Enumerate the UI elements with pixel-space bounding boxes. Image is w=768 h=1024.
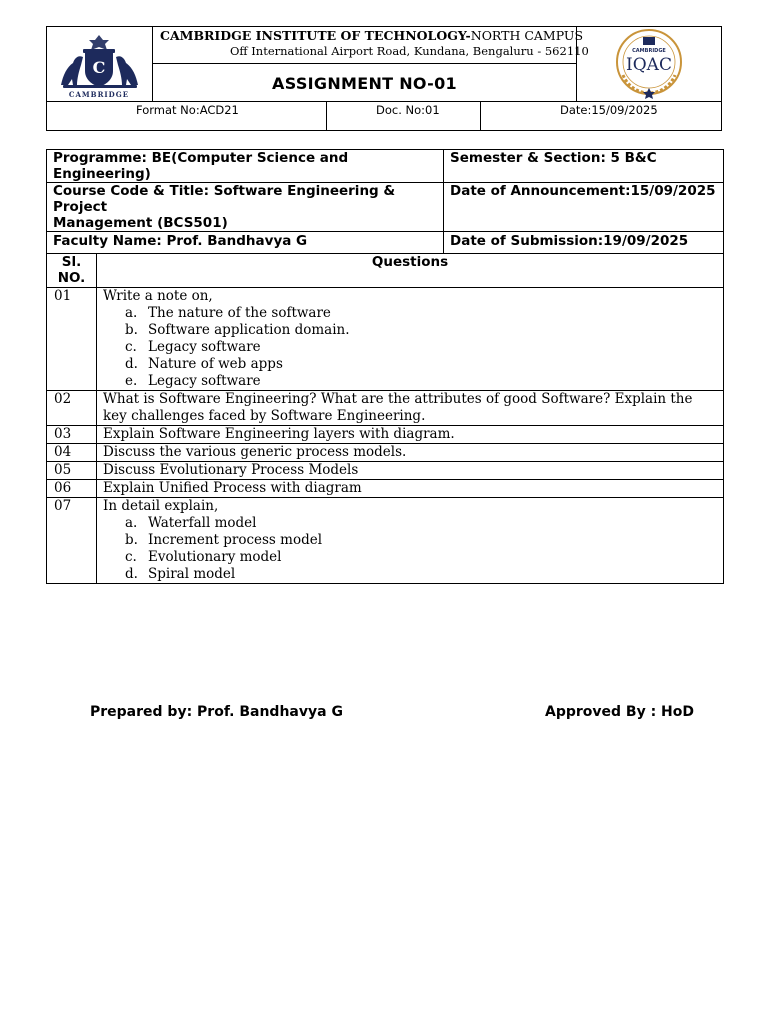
document-header — [46, 26, 722, 131]
question-number: 04 — [47, 444, 97, 462]
sub-question — [125, 549, 717, 566]
question-row — [47, 288, 724, 391]
question-text: Explain Unified Process with diagram — [103, 480, 362, 496]
question-cell — [97, 426, 724, 444]
question-cell — [97, 498, 724, 584]
question-cell — [97, 480, 724, 498]
question-text: Write a note on, — [103, 288, 213, 304]
faculty-name: Faculty Name: Prof. Bandhavya G — [47, 232, 444, 254]
institute-line — [160, 28, 583, 43]
sub-question — [125, 339, 717, 356]
question-text: Discuss the various generic process models. — [103, 444, 407, 460]
date-of-announcement: Date of Announcement:15/09/2025 — [444, 183, 724, 232]
format-no-cell — [46, 101, 327, 131]
sub-question-letter: c. — [125, 549, 137, 565]
faculty-row — [47, 232, 724, 254]
programme-row — [47, 150, 724, 183]
question-row — [47, 498, 724, 584]
institute-name: CAMBRIDGE INSTITUTE OF TECHNOLOGY- — [160, 28, 471, 43]
cambridge-logo — [47, 27, 152, 101]
iqac-text: IQAC — [626, 55, 672, 75]
date-of-submission: Date of Submission:19/09/2025 — [444, 232, 724, 254]
sub-question-letter: b. — [125, 322, 138, 338]
sub-question-letter: d. — [125, 356, 138, 372]
sub-question — [125, 322, 717, 339]
doc-no: Doc. No:01 — [376, 103, 440, 117]
question-text: What is Software Engineering? What are the attributes of good Software? Explain the key challenges faced by Software Engineering. — [103, 391, 693, 424]
sub-question-letter: a. — [125, 515, 138, 531]
course-line-2: Management (BCS501) — [53, 215, 228, 231]
iqac-logo-cell — [576, 26, 722, 102]
format-no: Format No:ACD21 — [136, 103, 239, 117]
prepared-by: Prepared by: Prof. Bandhavya G — [90, 704, 343, 720]
questions-header: Questions — [97, 254, 724, 288]
sl-no-header: Sl. NO. — [47, 254, 97, 288]
iqac-logo — [577, 27, 721, 101]
sub-question-text: Spiral model — [148, 566, 236, 582]
question-cell — [97, 444, 724, 462]
question-cell — [97, 462, 724, 480]
svg-text:C: C — [92, 58, 106, 77]
sub-question-text: Waterfall model — [148, 515, 257, 531]
institute-cell — [152, 26, 589, 64]
sub-question — [125, 356, 717, 373]
sub-question — [125, 305, 717, 322]
question-number: 02 — [47, 391, 97, 426]
iqac-sub-text: CAMBRIDGE — [632, 48, 666, 54]
sub-question-list — [103, 305, 717, 390]
left-logo-text: CAMBRIDGE — [68, 90, 130, 99]
sub-question-text: Increment process model — [148, 532, 323, 548]
sub-question — [125, 566, 717, 583]
sub-question-letter: a. — [125, 305, 138, 321]
course-row — [47, 183, 724, 232]
institute-address: Off International Airport Road, Kundana, Bengaluru - 562110 — [230, 44, 589, 58]
sub-question-text: Legacy software — [148, 339, 261, 355]
question-text: Discuss Evolutionary Process Models — [103, 462, 359, 478]
question-row — [47, 391, 724, 426]
assignment-table — [46, 149, 724, 584]
sub-question-list — [103, 515, 717, 583]
assignment-title: ASSIGNMENT NO-01 — [272, 74, 457, 93]
campus-name: NORTH CAMPUS — [470, 28, 584, 43]
question-number: 01 — [47, 288, 97, 391]
question-number: 06 — [47, 480, 97, 498]
header-date: Date:15/09/2025 — [560, 103, 658, 117]
sub-question — [125, 532, 717, 549]
question-text: In detail explain, — [103, 498, 219, 514]
sub-question-letter: b. — [125, 532, 138, 548]
question-number: 07 — [47, 498, 97, 584]
question-text: Explain Software Engineering layers with diagram. — [103, 426, 455, 442]
sub-question-text: Software application domain. — [148, 322, 350, 338]
questions-header-row — [47, 254, 724, 288]
question-row — [47, 426, 724, 444]
question-cell — [97, 288, 724, 391]
question-row — [47, 462, 724, 480]
question-cell — [97, 391, 724, 426]
sub-question-letter: c. — [125, 339, 137, 355]
sub-question-text: The nature of the software — [148, 305, 331, 321]
questions-body — [47, 288, 724, 584]
sub-question — [125, 515, 717, 532]
question-row — [47, 480, 724, 498]
question-number: 03 — [47, 426, 97, 444]
sub-question-text: Nature of web apps — [148, 356, 283, 372]
sub-question-letter: e. — [125, 373, 138, 389]
programme: Programme: BE(Computer Science and Engineering) — [47, 150, 444, 183]
left-logo-cell — [46, 26, 153, 102]
semester-section: Semester & Section: 5 B&C — [444, 150, 724, 183]
sub-question-text: Legacy software — [148, 373, 261, 389]
question-row — [47, 444, 724, 462]
date-cell — [480, 101, 722, 131]
approved-by: Approved By : HoD — [545, 704, 695, 720]
sub-question-text: Evolutionary model — [148, 549, 282, 565]
course-line-1: Course Code & Title: Software Engineering & Project — [53, 183, 396, 215]
course-code-title — [47, 183, 444, 232]
assignment-title-cell — [152, 63, 577, 102]
sub-question — [125, 373, 717, 390]
doc-no-cell — [326, 101, 481, 131]
question-number: 05 — [47, 462, 97, 480]
sub-question-letter: d. — [125, 566, 138, 582]
